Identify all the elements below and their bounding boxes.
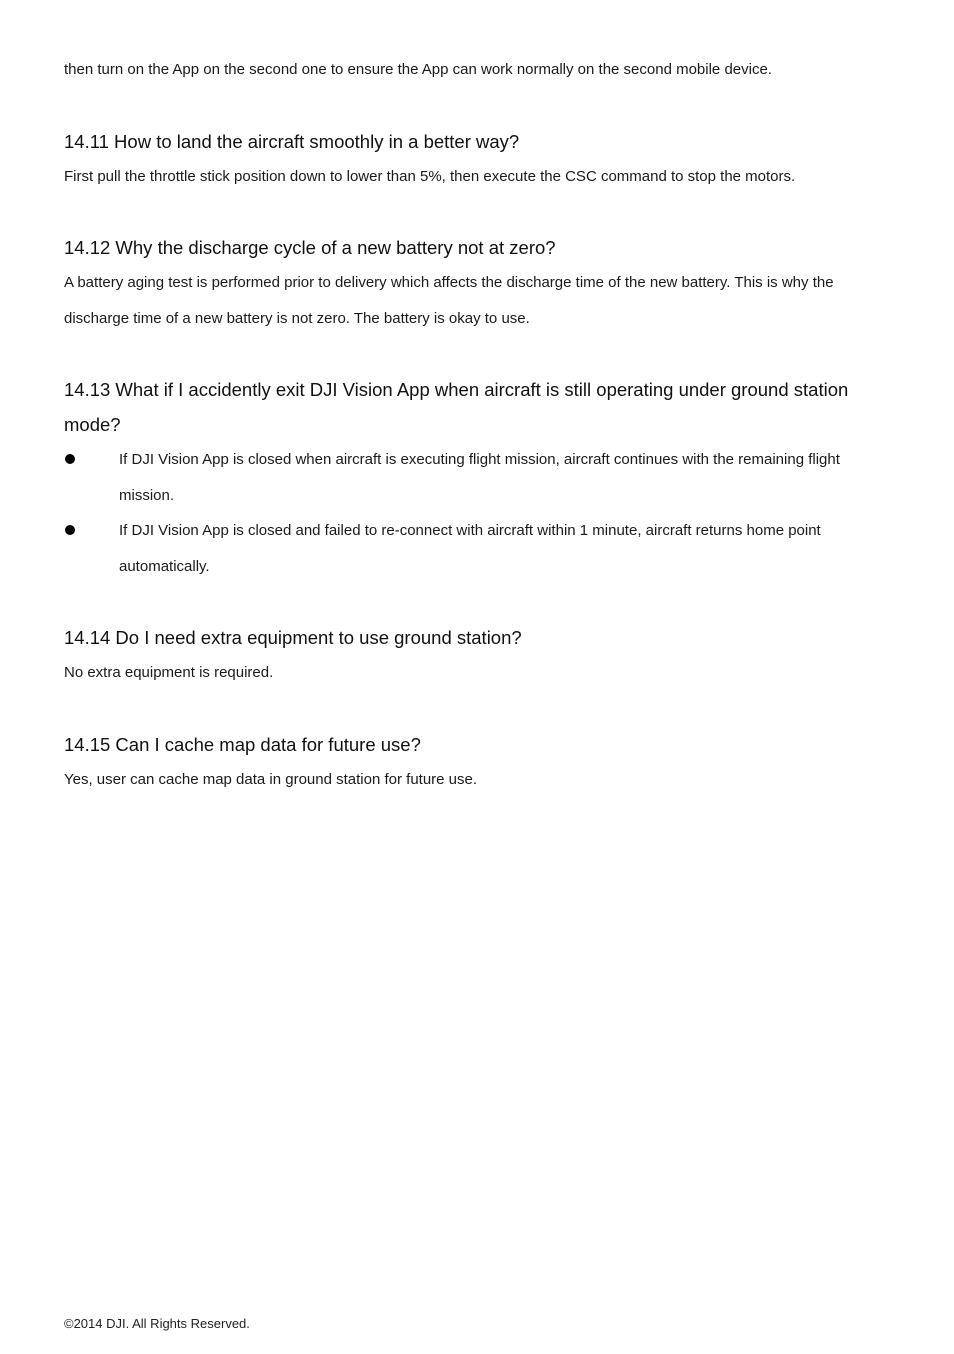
section-heading: 14.15 Can I cache map data for future use?	[64, 734, 421, 755]
bullet-icon	[65, 525, 75, 535]
bullet-icon	[65, 454, 75, 464]
section-paragraph: A battery aging test is performed prior to delivery which affects the discharge time of the new battery. This is why the discharge time of a new battery is not zero. The battery is okay to use.	[64, 274, 834, 327]
section-paragraph: Yes, user can cache map data in ground station for future use.	[64, 771, 478, 788]
section-14-11	[64, 124, 894, 195]
section-14-15	[64, 727, 894, 798]
list-item-text: If DJI Vision App is closed and failed to re-connect with aircraft within 1 minute, aircraft returns home point automatically.	[119, 522, 821, 575]
section-14-12	[64, 230, 894, 337]
section-heading: 14.13 What if I accidently exit DJI Vision App when aircraft is still operating under ground station mode?	[64, 379, 849, 435]
section-paragraph: No extra equipment is required.	[64, 664, 274, 681]
section-paragraph: First pull the throttle stick position down to lower than 5%, then execute the CSC command to stop the motors.	[64, 168, 796, 185]
list-item-text: If DJI Vision App is closed when aircraft is executing flight mission, aircraft continues with the remaining flight mission.	[119, 451, 840, 504]
section-heading: 14.12 Why the discharge cycle of a new battery not at zero?	[64, 237, 556, 258]
section-14-13	[64, 372, 894, 584]
section-14-14	[64, 620, 894, 691]
intro-paragraph: then turn on the App on the second one to ensure the App can work normally on the second mobile device.	[64, 61, 772, 78]
section-heading: 14.14 Do I need extra equipment to use ground station?	[64, 627, 522, 648]
list-item	[64, 513, 894, 584]
list-item	[64, 442, 894, 513]
copyright-footer: ©2014 DJI. All Rights Reserved.	[64, 1316, 250, 1331]
bullet-list	[64, 442, 894, 584]
section-heading: 14.11 How to land the aircraft smoothly in a better way?	[64, 131, 520, 152]
